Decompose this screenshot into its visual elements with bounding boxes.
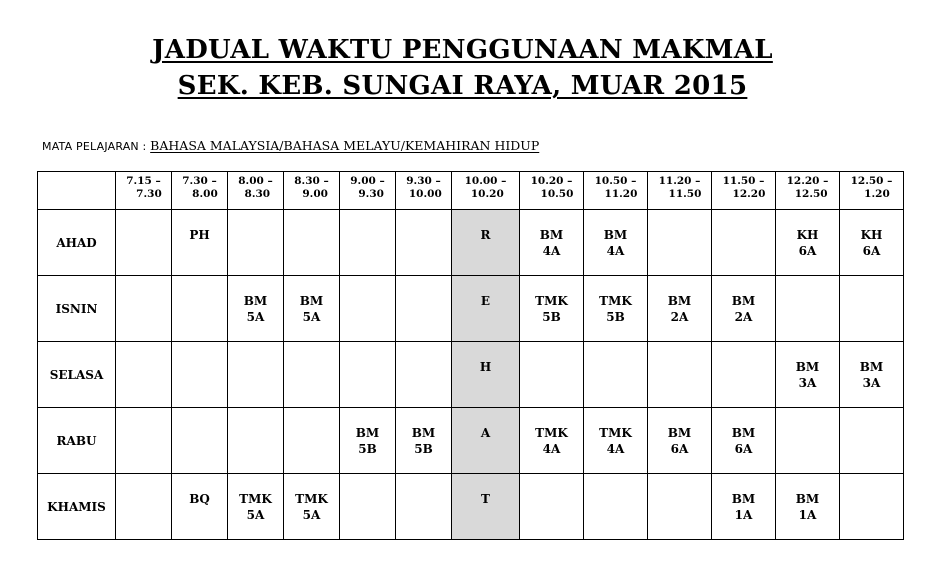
timetable-cell — [396, 210, 452, 276]
cell-content — [776, 276, 839, 293]
timetable-cell — [776, 276, 840, 342]
cell-subject: TMK — [239, 492, 272, 506]
timetable-cell — [712, 408, 776, 474]
rest-cell — [452, 276, 520, 342]
timetable-cell — [520, 408, 584, 474]
cell-subject: TMK — [295, 492, 328, 506]
cell-content — [712, 210, 775, 227]
rest-cell — [452, 342, 520, 408]
cell-content — [520, 342, 583, 359]
day-label: RABU — [38, 408, 116, 474]
header-timeslot — [172, 172, 228, 210]
timetable-cell — [840, 408, 904, 474]
cell-subject: T — [481, 492, 490, 506]
timetable-cell — [776, 342, 840, 408]
cell-subject: TMK — [599, 426, 632, 440]
cell-content — [840, 210, 903, 259]
timetable-cell — [172, 474, 228, 540]
timetable-cell — [284, 408, 340, 474]
timetable-cell — [228, 210, 284, 276]
cell-content — [116, 210, 171, 227]
timeslot-label: 8.30 – 9.00 — [294, 175, 329, 200]
timetable-cell — [340, 474, 396, 540]
timetable-cell — [712, 210, 776, 276]
cell-content — [452, 276, 519, 309]
cell-class: 1A — [798, 508, 817, 522]
day-label: ISNIN — [38, 276, 116, 342]
cell-content — [172, 408, 227, 425]
cell-class: 3A — [862, 376, 881, 390]
timetable-cell — [228, 276, 284, 342]
timeslot-label: 10.20 – 10.50 — [530, 175, 574, 200]
timetable-cell — [840, 276, 904, 342]
timetable-cell — [520, 276, 584, 342]
cell-content — [712, 342, 775, 359]
header-timeslot — [340, 172, 396, 210]
timetable-cell — [396, 276, 452, 342]
cell-content — [776, 210, 839, 259]
cell-content — [840, 276, 903, 293]
cell-content — [228, 474, 283, 523]
cell-subject: BM — [795, 360, 820, 374]
timetable-cell — [648, 474, 712, 540]
cell-class: 5A — [246, 508, 265, 522]
cell-subject: R — [480, 228, 491, 242]
cell-class: 4A — [606, 244, 625, 258]
timetable-cell — [340, 342, 396, 408]
cell-subject: BM — [731, 426, 756, 440]
header-timeslot — [228, 172, 284, 210]
timetable-cell — [116, 276, 172, 342]
table-row — [38, 210, 904, 276]
cell-content — [284, 276, 339, 325]
title-line-2: SEK. KEB. SUNGAI RAYA, MUAR 2015 — [177, 71, 748, 101]
timetable-cell — [520, 210, 584, 276]
timetable-cell — [840, 474, 904, 540]
cell-content — [340, 210, 395, 227]
cell-subject: TMK — [535, 426, 568, 440]
table-row — [38, 342, 904, 408]
cell-content — [520, 210, 583, 259]
cell-content — [648, 408, 711, 457]
rest-cell — [452, 408, 520, 474]
cell-content — [284, 210, 339, 227]
cell-class: 5A — [302, 310, 321, 324]
table-row — [38, 408, 904, 474]
subject-value: BAHASA MALAYSIA/BAHASA MELAYU/KEMAHIRAN HIDUP — [150, 138, 540, 153]
cell-class: 4A — [606, 442, 625, 456]
timetable-cell — [648, 408, 712, 474]
subject-label: MATA PELAJARAN : — [42, 140, 151, 153]
timeslot-label: 10.00 – 10.20 — [464, 175, 507, 200]
timetable-cell — [116, 474, 172, 540]
cell-content — [712, 276, 775, 325]
timetable-cell — [712, 276, 776, 342]
cell-content — [116, 408, 171, 425]
rest-cell — [452, 210, 520, 276]
timeslot-label: 7.15 – 7.30 — [126, 175, 162, 200]
timetable — [37, 171, 904, 540]
cell-class: 5A — [302, 508, 321, 522]
timetable-cell — [396, 474, 452, 540]
header-timeslot — [776, 172, 840, 210]
cell-class: 1A — [734, 508, 753, 522]
timetable-cell — [284, 474, 340, 540]
timeslot-label: 11.20 – 11.50 — [658, 175, 702, 200]
timetable-cell — [340, 210, 396, 276]
timetable-cell — [172, 342, 228, 408]
timetable-cell — [776, 408, 840, 474]
cell-content — [228, 342, 283, 359]
cell-class: 5B — [606, 310, 625, 324]
timetable-cell — [396, 342, 452, 408]
timetable-cell — [584, 276, 648, 342]
timetable-cell — [340, 408, 396, 474]
cell-subject: BM — [603, 228, 628, 242]
cell-content — [584, 210, 647, 259]
header-timeslot — [396, 172, 452, 210]
timetable-cell — [648, 210, 712, 276]
timetable-cell — [116, 408, 172, 474]
header-timeslot — [648, 172, 712, 210]
timetable-cell — [648, 342, 712, 408]
cell-content — [116, 342, 171, 359]
cell-content — [228, 276, 283, 325]
cell-content — [776, 342, 839, 391]
cell-subject: KH — [796, 228, 819, 242]
page-subtitle — [0, 70, 925, 102]
timetable-cell — [228, 342, 284, 408]
timetable-cell — [172, 408, 228, 474]
timetable-cell — [584, 210, 648, 276]
header-corner-cell — [38, 172, 116, 210]
cell-subject: BM — [411, 426, 436, 440]
cell-subject: BM — [859, 360, 884, 374]
cell-content — [396, 474, 451, 491]
cell-content — [648, 342, 711, 359]
cell-content — [648, 474, 711, 491]
cell-subject: BM — [795, 492, 820, 506]
cell-content — [776, 408, 839, 425]
cell-subject: BM — [355, 426, 380, 440]
cell-content — [396, 342, 451, 359]
cell-content — [584, 474, 647, 491]
cell-content — [452, 408, 519, 441]
timeslot-label: 12.20 – 12.50 — [786, 175, 829, 200]
cell-content — [452, 210, 519, 243]
table-row — [38, 474, 904, 540]
header-timeslot — [284, 172, 340, 210]
cell-content — [172, 474, 227, 507]
cell-subject: BM — [299, 294, 324, 308]
cell-content — [840, 408, 903, 425]
timetable-cell — [116, 342, 172, 408]
cell-content — [340, 276, 395, 293]
timetable-cell — [776, 474, 840, 540]
cell-content — [584, 342, 647, 359]
cell-class: 2A — [670, 310, 689, 324]
cell-subject: PH — [189, 228, 210, 242]
cell-subject: BM — [731, 294, 756, 308]
header-timeslot — [452, 172, 520, 210]
cell-subject: H — [479, 360, 492, 374]
title-line-1: JADUAL WAKTU PENGGUNAAN MAKMAL — [152, 35, 773, 65]
cell-content — [712, 408, 775, 457]
timetable-cell — [712, 342, 776, 408]
timeslot-label: 12.50 – 1.20 — [850, 175, 893, 200]
cell-subject: A — [480, 426, 491, 440]
timetable-cell — [840, 342, 904, 408]
timetable-header-row — [38, 172, 904, 210]
cell-content — [228, 210, 283, 227]
cell-class: 6A — [734, 442, 753, 456]
day-label: AHAD — [38, 210, 116, 276]
header-timeslot — [520, 172, 584, 210]
day-label: KHAMIS — [38, 474, 116, 540]
cell-content — [284, 342, 339, 359]
cell-class: 2A — [734, 310, 753, 324]
cell-class: 5B — [414, 442, 433, 456]
timetable-cell — [840, 210, 904, 276]
cell-class: 5B — [358, 442, 377, 456]
cell-content — [116, 276, 171, 293]
cell-class: 4A — [542, 442, 561, 456]
cell-content — [172, 342, 227, 359]
cell-content — [520, 474, 583, 491]
cell-content — [452, 342, 519, 375]
timeslot-label: 10.50 – 11.20 — [594, 175, 638, 200]
cell-subject: BM — [731, 492, 756, 506]
cell-content — [172, 276, 227, 293]
timetable-cell — [584, 408, 648, 474]
cell-content — [520, 276, 583, 325]
timetable-cell — [284, 210, 340, 276]
page-title — [0, 34, 925, 66]
cell-subject: BM — [539, 228, 564, 242]
timeslot-label: 7.30 – 8.00 — [182, 175, 218, 200]
cell-subject: KH — [860, 228, 883, 242]
timetable-cell — [284, 342, 340, 408]
header-timeslot — [840, 172, 904, 210]
timetable-cell — [116, 210, 172, 276]
timeslot-label: 8.00 – 8.30 — [238, 175, 273, 200]
table-row — [38, 276, 904, 342]
cell-content — [712, 474, 775, 523]
header-timeslot — [712, 172, 776, 210]
cell-content — [340, 408, 395, 457]
cell-subject: BM — [667, 294, 692, 308]
cell-content — [340, 474, 395, 491]
cell-subject: BM — [667, 426, 692, 440]
cell-content — [228, 408, 283, 425]
timetable-cell — [520, 342, 584, 408]
cell-content — [840, 474, 903, 491]
cell-content — [172, 210, 227, 243]
header-timeslot — [584, 172, 648, 210]
cell-content — [584, 408, 647, 457]
timetable-cell — [648, 276, 712, 342]
cell-content — [648, 276, 711, 325]
cell-content — [396, 276, 451, 293]
cell-content — [284, 408, 339, 425]
timeslot-label: 9.30 – 10.00 — [406, 175, 442, 200]
timetable-cell — [172, 276, 228, 342]
cell-subject: BQ — [189, 492, 210, 506]
cell-subject: E — [480, 294, 491, 308]
cell-content — [340, 342, 395, 359]
rest-cell — [452, 474, 520, 540]
timetable-cell — [712, 474, 776, 540]
cell-content — [452, 474, 519, 507]
cell-content — [584, 276, 647, 325]
cell-class: 6A — [798, 244, 817, 258]
timetable-cell — [284, 276, 340, 342]
cell-content — [776, 474, 839, 523]
cell-content — [116, 474, 171, 491]
cell-subject: TMK — [535, 294, 568, 308]
cell-content — [284, 474, 339, 523]
subject-line — [42, 138, 539, 154]
cell-class: 3A — [798, 376, 817, 390]
timetable-cell — [584, 342, 648, 408]
timetable-cell — [340, 276, 396, 342]
timetable-cell — [396, 408, 452, 474]
cell-subject: BM — [243, 294, 268, 308]
cell-content — [396, 210, 451, 227]
cell-content — [648, 210, 711, 227]
cell-class: 6A — [670, 442, 689, 456]
day-label: SELASA — [38, 342, 116, 408]
timetable-cell — [520, 474, 584, 540]
cell-class: 4A — [542, 244, 561, 258]
header-timeslot — [116, 172, 172, 210]
timetable-cell — [584, 474, 648, 540]
cell-class: 5A — [246, 310, 265, 324]
timeslot-label: 11.50 – 12.20 — [722, 175, 766, 200]
cell-content — [840, 342, 903, 391]
timetable-cell — [228, 408, 284, 474]
cell-content — [520, 408, 583, 457]
cell-content — [396, 408, 451, 457]
cell-class: 5B — [542, 310, 561, 324]
timetable-cell — [228, 474, 284, 540]
cell-class: 6A — [862, 244, 881, 258]
timeslot-label: 9.00 – 9.30 — [350, 175, 385, 200]
cell-subject: TMK — [599, 294, 632, 308]
timetable-cell — [172, 210, 228, 276]
timetable-cell — [776, 210, 840, 276]
